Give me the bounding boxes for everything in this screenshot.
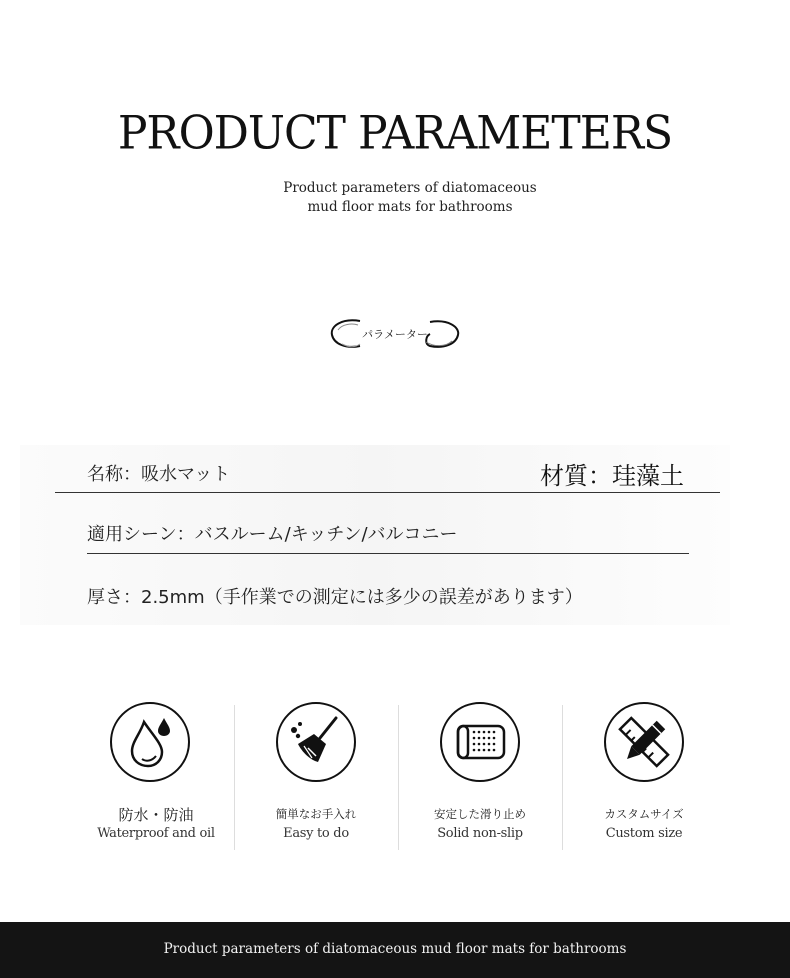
broom-icon	[276, 702, 356, 782]
footer-text: Product parameters of diatomaceous mud floor mats for bathrooms	[163, 941, 627, 957]
param-usage: 適用シーン：バスルーム/キッチン/バルコニー	[87, 524, 458, 545]
param-thickness: 厚さ：2.5mm（手作業での測定には多少の誤差があります）	[87, 587, 583, 608]
feature-en-label: Waterproof and oil	[97, 826, 215, 841]
feature-jp-label: 安定した滑り止め	[434, 807, 526, 821]
subtitle-line-2: mud floor mats for bathrooms	[307, 199, 513, 215]
mat-icon	[440, 702, 520, 782]
parameter-badge	[330, 316, 460, 352]
feature-separator	[234, 705, 235, 850]
feature-item-custom-size	[564, 700, 724, 850]
feature-item-non-slip	[400, 700, 560, 850]
feature-item-easy-care	[236, 700, 396, 850]
feature-separator	[398, 705, 399, 850]
feature-en-label: Custom size	[605, 826, 683, 841]
feature-jp-label: 簡単なお手入れ	[275, 807, 357, 821]
divider-2	[87, 553, 689, 554]
feature-list	[76, 700, 716, 850]
page-subtitle	[0, 179, 790, 217]
feature-en-label: Easy to do	[283, 826, 349, 841]
footer-bar	[0, 922, 790, 978]
subtitle-line-1: Product parameters of diatomaceous	[283, 180, 537, 196]
feature-jp-label: 防水・防油	[118, 806, 194, 824]
feature-en-label: Solid non-slip	[437, 826, 523, 841]
feature-item-waterproof	[76, 700, 236, 850]
ruler-pencil-icon	[604, 702, 684, 782]
param-name: 名称：吸水マット	[87, 464, 231, 485]
feature-separator	[562, 705, 563, 850]
feature-jp-label: カスタムサイズ	[604, 807, 684, 821]
page-title: PRODUCT PARAMETERS	[117, 106, 673, 161]
water-drop-icon	[110, 702, 190, 782]
param-material: 材質：珪藻土	[540, 462, 684, 490]
badge-label: パラメーター	[362, 328, 428, 341]
divider-1	[55, 492, 720, 493]
